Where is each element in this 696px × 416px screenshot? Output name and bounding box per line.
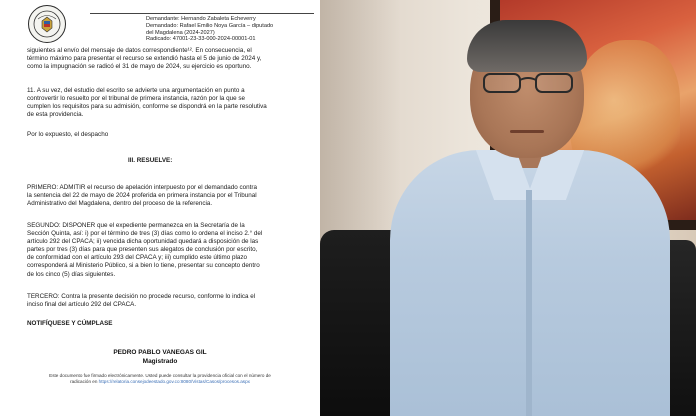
paragraph-11	[27, 87, 283, 119]
text-line: de conformidad con el artículo 293 del CPACA y; iii) cumplido este último plazo	[27, 254, 248, 262]
demandado-line: Demandado: Rafael Emilio Noya García – diputado	[146, 22, 274, 29]
text-line: corresponderá al Ministerio Público, si a bien lo tiene, presentar su concepto dentro	[27, 262, 260, 270]
signer-title: Magistrado	[142, 358, 178, 365]
text-line: inciso final del artículo 292 del CPACA.	[27, 301, 137, 309]
demandante-line: Demandante: Hernando Zabaleta Echeverry	[146, 16, 256, 22]
signer-name: PEDRO PABLO VANEGAS GIL	[113, 349, 207, 356]
radicado-line: Radicado: 47001-23-33-000-2024-00001-01	[146, 36, 256, 43]
portrait-photo	[320, 0, 696, 416]
electronic-signature-note	[0, 373, 320, 385]
por-lo-expuesto: Por lo expuesto, el despacho	[27, 131, 109, 138]
relatoria-link[interactable]: https://relatoria.consejodeestado.gov.co:8080/Vistas/Casos/procesos.aspx	[98, 379, 250, 384]
segundo-paragraph	[27, 222, 283, 279]
text-line: SEGUNDO: DISPONER que el expediente permanezca en la Secretaría de la	[27, 222, 245, 229]
text-line: de los cinco (5) días siguientes.	[27, 270, 116, 278]
text-line: término máximo para presentar el recurso se extendió hasta el 5 de junio de 2024 y,	[27, 55, 262, 63]
text-line: artículo 292 del CPACA; ii) vencida dicha oportunidad quedará a disposición de las	[27, 238, 259, 246]
text-line: controvertir lo resuelto por el tribunal de primera instancia, razón por la que se	[27, 95, 246, 103]
text-line: como la impugnación se radicó el 31 de mayo de 2024, su ejercicio es oportuno.	[27, 63, 252, 71]
footer-line: Este documento fue firmado electrónicamente. Usted puede consultar la providencia oficial con el número de	[49, 373, 271, 378]
text-line: cumplen los requisitos para su admisión, conforme se dispondrá en la parte resolutiva	[27, 103, 267, 111]
shirt-placket	[526, 190, 532, 416]
tercero-paragraph	[27, 293, 283, 309]
court-seal-icon	[28, 5, 66, 43]
demandado-line-2: del Magdalena (2024-2027)	[146, 29, 215, 36]
case-header	[146, 16, 316, 43]
text-line: PRIMERO: ADMITIR el recurso de apelación interpuesto por el demandado contra	[27, 184, 257, 191]
text-line: partes por tres (3) días para que presenten sus alegatos de conclusión por escrito,	[27, 246, 258, 254]
text-line: TERCERO: Contra la presente decisión no procede recurso, conforme lo indica el	[27, 293, 256, 300]
resuelve-heading: III. RESUELVE:	[128, 157, 173, 164]
intro-paragraph	[27, 47, 283, 71]
hair	[467, 20, 587, 72]
footer-line	[0, 379, 320, 385]
header-rule	[90, 13, 314, 14]
notifiquese-line: NOTIFÍQUESE Y CÚMPLASE	[27, 320, 113, 327]
mouth	[510, 130, 544, 133]
text-line: de esta providencia.	[27, 111, 84, 119]
text-line: siguientes al envío del mensaje de datos correspondiente¹². En consecuencia, el	[27, 47, 252, 54]
primero-paragraph	[27, 184, 283, 208]
text-line: Sección Quinta, así: i) por el término de tres (3) días como lo ordena el inciso 2.° del	[27, 230, 263, 238]
text-line: Administrativo del Magdalena, dentro del proceso de la referencia.	[27, 200, 213, 208]
text-line: 11. A su vez, del estudio del escrito se advierte una argumentación en punto a	[27, 87, 245, 94]
footer-prefix: radicación en	[70, 379, 99, 384]
court-document-page	[0, 0, 320, 416]
text-line: la sentencia del 22 de mayo de 2024 proferida en primera instancia por el Tribunal	[27, 192, 257, 200]
glasses-icon	[480, 72, 576, 94]
